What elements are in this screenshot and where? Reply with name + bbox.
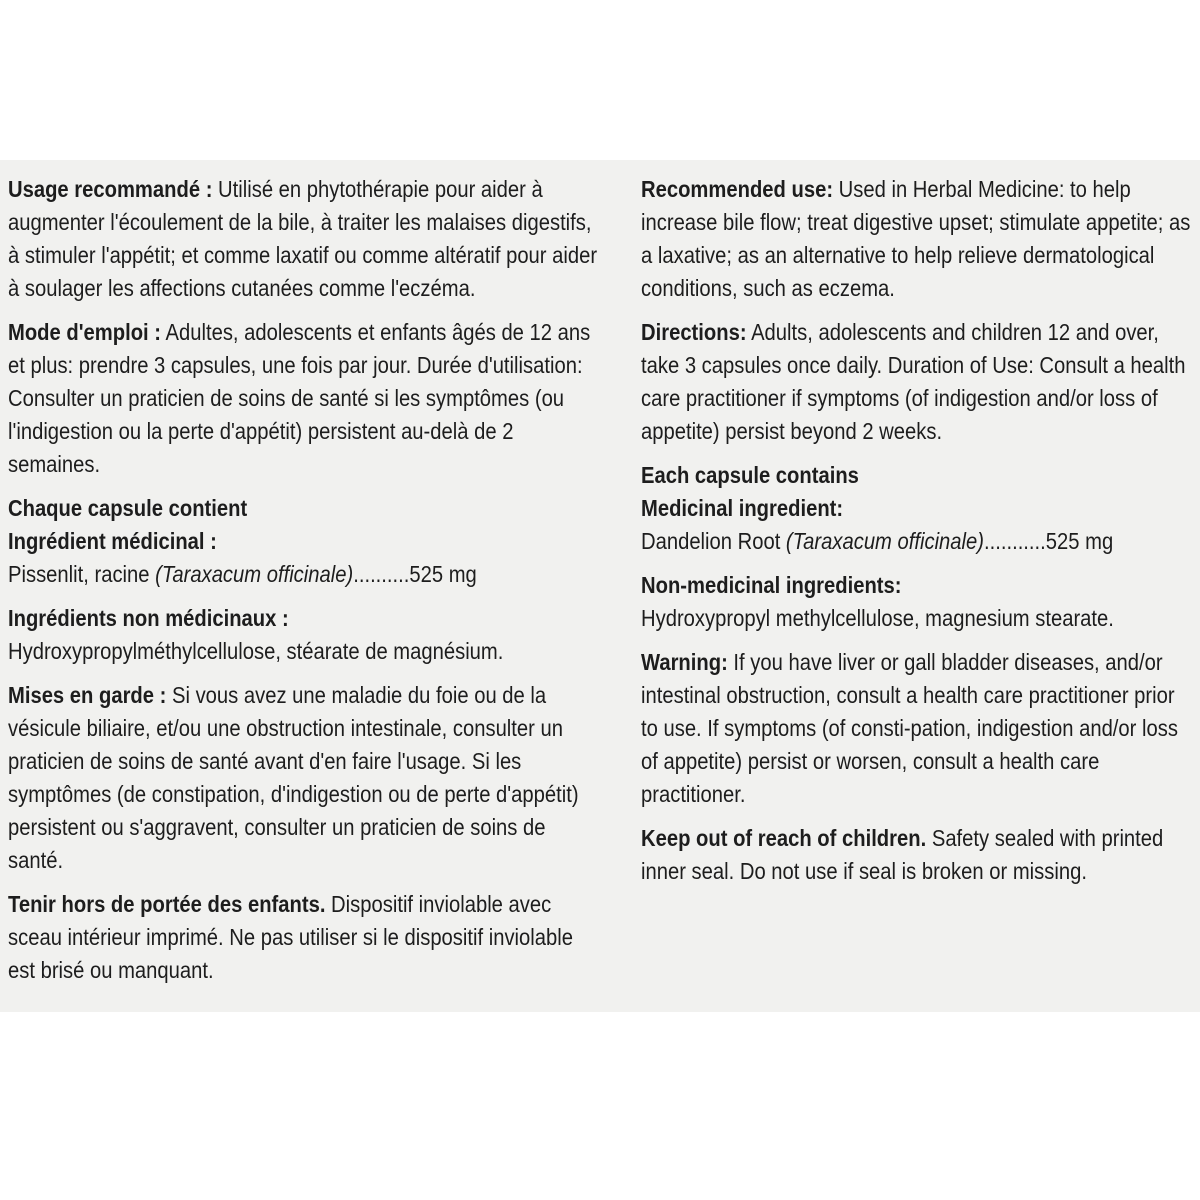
fr-capsule-heading: Chaque capsule contient: [8, 495, 248, 521]
en-usage-section: [641, 173, 1191, 305]
en-warning-label: Warning:: [641, 649, 728, 675]
fr-keep-out-text: Dispositif inviolable avec sceau intérieur imprimé. Ne pas utiliser si le dispositif inviolable est brisé ou manquant.: [8, 891, 573, 983]
en-warning-section: [641, 646, 1191, 811]
fr-non-medicinal-text: Hydroxypropylméthylcellulose, stéarate de magnésium.: [8, 638, 504, 664]
english-column: [641, 173, 1191, 899]
en-keep-out-section: [641, 822, 1191, 888]
en-medicinal-heading: Medicinal ingredient:: [641, 495, 844, 521]
fr-warning-text: Si vous avez une maladie du foie ou de la vésicule biliaire, et/ou une obstruction intestinale, consulter un praticien de soins de santé avant d'en faire l'usage. Si les symptômes (de constipation, d'indigestion ou de perte d'appétit) persistent ou s'aggravent, consulter un praticien de soins de santé.: [8, 682, 579, 873]
fr-ingredient-amount: ..........525 mg: [353, 561, 477, 587]
fr-directions-section: [8, 316, 601, 481]
fr-usage-label: Usage recommandé :: [8, 176, 213, 202]
en-capsule-heading: Each capsule contains: [641, 462, 859, 488]
fr-ingredient-name: Pissenlit, racine: [8, 561, 156, 587]
en-directions-label: Directions:: [641, 319, 747, 345]
fr-directions-label: Mode d'emploi :: [8, 319, 162, 345]
fr-warning-section: [8, 679, 601, 877]
en-usage-text: Used in Herbal Medicine: to help increase bile flow; treat digestive upset; stimulate appetite; as a laxative; as an alternative to help relieve dermatological conditions, such as eczema.: [641, 176, 1191, 301]
fr-keep-out-label: Tenir hors de portée des enfants.: [8, 891, 326, 917]
en-non-medicinal-heading: Non-medicinal ingredients:: [641, 572, 902, 598]
en-non-medicinal-text: Hydroxypropyl methylcellulose, magnesium stearate.: [641, 605, 1114, 631]
fr-warning-label: Mises en garde :: [8, 682, 167, 708]
french-column: [8, 173, 601, 998]
en-ingredient-name: Dandelion Root: [641, 528, 786, 554]
en-keep-out-label: Keep out of reach of children.: [641, 825, 927, 851]
fr-directions-text: Adultes, adolescents et enfants âgés de 12 ans et plus: prendre 3 capsules, une fois par jour. Durée d'utilisation: Consulter un praticien de soins de santé si les symptômes (ou l'indigestion ou la perte d'appétit) persistent au-delà de 2 semaines.: [8, 319, 591, 477]
fr-usage-text: Utilisé en phytothérapie pour aider à augmenter l'écoulement de la bile, à traiter les malaises digestifs, à stimuler l'appétit; et comme laxatif ou comme altératif pour aider à soulager les affections cutanées comme l'eczéma.: [8, 176, 598, 301]
en-ingredient-latin: (Taraxacum officinale): [785, 528, 985, 554]
en-ingredient-amount: ...........525 mg: [984, 528, 1114, 554]
en-usage-label: Recommended use:: [641, 176, 834, 202]
fr-non-medicinal-heading: Ingrédients non médicinaux :: [8, 605, 289, 631]
en-keep-out-text: Safety sealed with printed inner seal. Do not use if seal is broken or missing.: [641, 825, 1164, 884]
fr-keep-out-section: [8, 888, 601, 987]
en-warning-text: If you have liver or gall bladder diseases, and/or intestinal obstruction, consult a health care practitioner prior to use. If symptoms (of consti-pation, indigestion and/or loss of appetite) persist or worsen, consult a health care practitioner.: [641, 649, 1178, 807]
fr-usage-section: [8, 173, 601, 305]
fr-ingredient-latin: (Taraxacum officinale): [155, 561, 354, 587]
en-directions-section: [641, 316, 1191, 448]
fr-medicinal-heading: Ingrédient médicinal :: [8, 528, 217, 554]
en-directions-text: Adults, adolescents and children 12 and over, take 3 capsules once daily. Duration of Use: Consult a health care practitioner if symptoms (of indigestion and/or loss of appetite) persist beyond 2 weeks.: [641, 319, 1186, 444]
en-ingredient-line: [641, 525, 1191, 558]
fr-ingredient-line: [8, 558, 601, 591]
